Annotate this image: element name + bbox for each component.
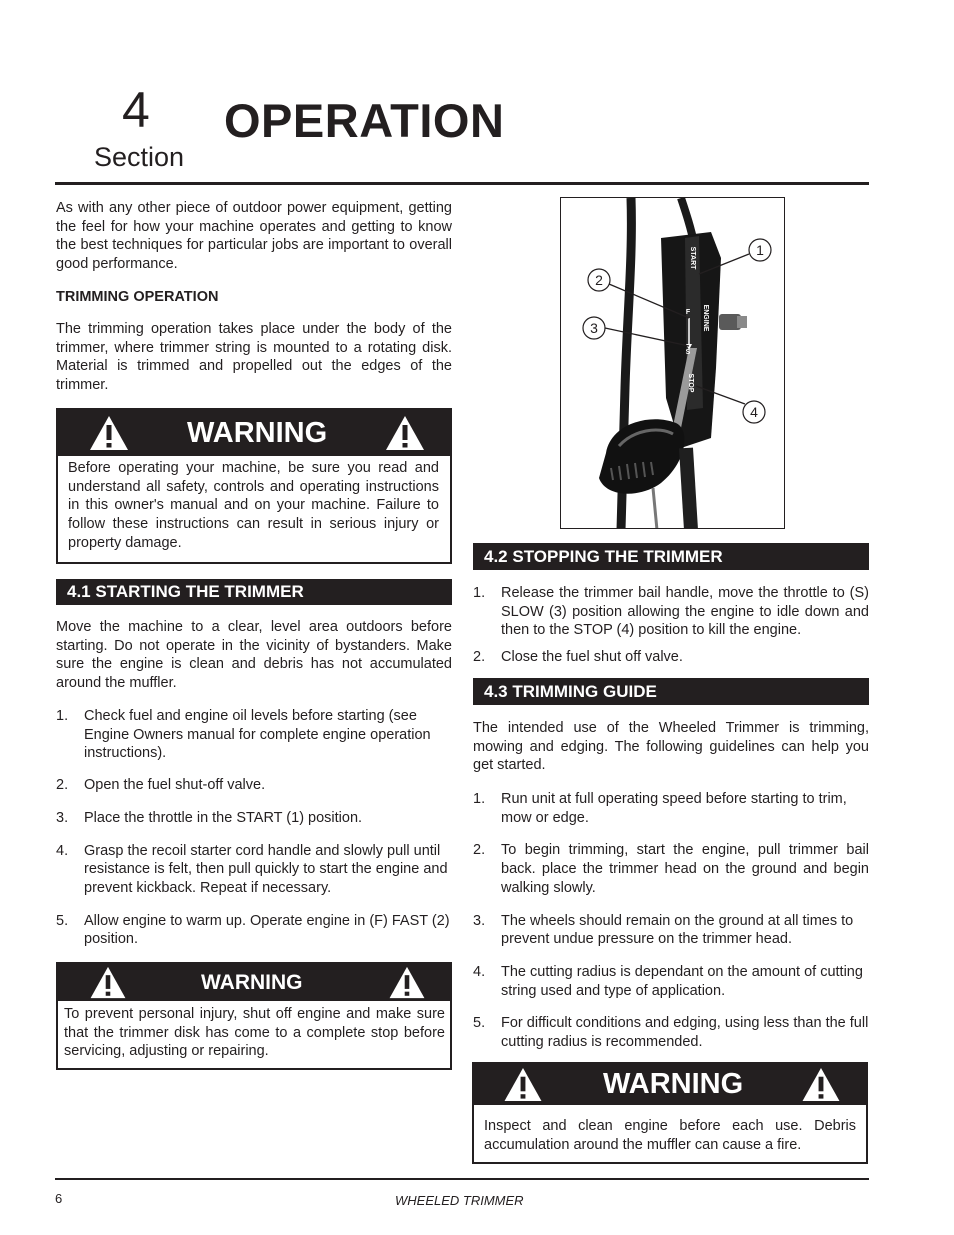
step-number: 3. xyxy=(473,912,486,929)
step-text: For difficult conditions and edging, using less than the full cutting radius is recommended. xyxy=(501,1015,869,1051)
list-item xyxy=(473,963,869,1000)
list-item xyxy=(473,841,869,897)
list-item xyxy=(56,912,452,949)
step-text: Run unit at full operating speed before starting to trim, mow or edge. xyxy=(501,791,847,826)
warning-header xyxy=(58,410,450,456)
warning-header xyxy=(474,1064,866,1105)
warning-title: WARNING xyxy=(603,1068,744,1100)
step-number: 2. xyxy=(473,649,486,666)
list-item xyxy=(56,707,452,763)
section-4-2-heading-text: 4.2 STOPPING THE TRIMMER xyxy=(484,547,723,566)
throttle-control-photo xyxy=(560,197,785,529)
decal-stop-label: STOP xyxy=(687,373,694,393)
warning-box-1 xyxy=(56,408,452,564)
throttle-illustration xyxy=(561,198,785,529)
section-4-3-paragraph: The intended use of the Wheeled Trimmer is trimming, mowing and edging. The following guidelines can help you get started. xyxy=(473,720,869,774)
list-item xyxy=(56,776,452,795)
warning-title: WARNING xyxy=(201,971,303,994)
step-text: Check fuel and engine oil levels before starting (see Engine Owners manual for complete engine operation instructions). xyxy=(84,708,431,762)
page-number: 6 xyxy=(55,1191,63,1206)
decal-f-label: F xyxy=(685,309,691,316)
section-4-1-heading-text: 4.1 STARTING THE TRIMMER xyxy=(67,582,304,601)
warning-text: Inspect and clean engine before each use. Debris accumulation around the muffler can cause a fire. xyxy=(484,1118,856,1153)
warning-triangle-icon xyxy=(801,1067,841,1102)
warning-triangle-icon xyxy=(503,1067,543,1102)
step-text: The cutting radius is dependant on the amount of cutting string used and type of application. xyxy=(501,963,863,999)
step-number: 1. xyxy=(56,708,69,724)
list-item xyxy=(473,1014,869,1051)
list-item xyxy=(56,809,452,828)
footer-product-name: WHEELED TRIMMER xyxy=(395,1193,524,1208)
section-4-1-heading xyxy=(56,579,452,605)
list-item xyxy=(56,842,452,898)
warning-text: Before operating your machine, be sure you read and understand all safety, controls and operating instructions in this owner's manual and on your machine. Failure to follow these instructions can result in serious injury or property damage. xyxy=(68,460,439,551)
decal-start-label: START xyxy=(689,246,696,270)
step-number: 2. xyxy=(473,842,486,859)
step-text: Place the throttle in the START (1) position. xyxy=(84,809,363,826)
step-text: Close the fuel shut off valve. xyxy=(501,649,683,666)
list-item xyxy=(473,790,869,827)
step-number: 4. xyxy=(473,963,486,980)
trimming-operation-subheading: TRIMMING OPERATION xyxy=(56,289,219,305)
step-number: 1. xyxy=(473,791,486,807)
warning-title: WARNING xyxy=(187,417,328,449)
step-number: 5. xyxy=(56,912,69,929)
section-4-1-paragraph: Move the machine to a clear, level area outdoors before starting. Do not operate in the vicinity of bystanders. Make sure the engine is clean and debris has not accumulated around the muffler. xyxy=(56,619,452,692)
step-number: 5. xyxy=(473,1015,486,1032)
starting-steps-list xyxy=(56,707,452,949)
step-text: To begin trimming, start the engine, pull trimmer bail back. place the trimmer head on the ground and begin walking slowly. xyxy=(501,842,869,896)
stopping-steps-list xyxy=(473,584,869,667)
decal-engine-label: ENGINE xyxy=(702,304,709,332)
step-number: 1. xyxy=(473,585,486,601)
step-number: 4. xyxy=(56,842,69,859)
section-4-3-heading-text: 4.3 TRIMMING GUIDE xyxy=(484,682,657,701)
warning-box-3 xyxy=(472,1062,868,1164)
step-number: 3. xyxy=(56,809,69,826)
step-text: Open the fuel shut-off valve. xyxy=(84,777,266,794)
warning-text: To prevent personal injury, shut off engine and make sure that the trimmer disk has come to a complete stop before servicing, adjusting or repairing. xyxy=(64,1006,445,1060)
step-text: Allow engine to warm up. Operate engine in (F) FAST (2) position. xyxy=(84,912,450,948)
warning-triangle-icon xyxy=(89,415,129,451)
decal-s-label: S xyxy=(685,349,691,356)
warning-triangle-icon xyxy=(89,966,127,999)
warning-triangle-icon xyxy=(388,966,426,999)
section-4-3-heading xyxy=(473,678,869,705)
section-label: Section xyxy=(94,142,185,172)
step-text: Grasp the recoil starter cord handle and slowly pull until resistance is felt, then pull quickly to start the engine and prevent kickback. Repeat if necessary. xyxy=(84,842,448,896)
list-item xyxy=(473,648,869,667)
step-text: Release the trimmer bail handle, move the throttle to (S) SLOW (3) position allowing the engine to idle down and then to the STOP (4) position to kill the engine. xyxy=(501,585,869,639)
trimming-operation-paragraph: The trimming operation takes place under the body of the trimmer, where trimmer string is mounted to a rotating disk. Material is trimmed and propelled out the edges of the trimmer. xyxy=(56,321,452,394)
step-text: The wheels should remain on the ground at all times to prevent undue pressure on the trimmer head. xyxy=(501,912,854,948)
warning-triangle-icon xyxy=(385,415,425,451)
warning-header xyxy=(58,964,450,1001)
footer-rule xyxy=(55,1178,869,1180)
list-item xyxy=(473,584,869,640)
callout-3: 3 xyxy=(590,320,598,336)
callout-2: 2 xyxy=(595,272,603,288)
header-rule xyxy=(55,182,869,185)
step-number: 2. xyxy=(56,777,69,794)
section-number: 4 xyxy=(122,82,150,138)
trimming-guide-list xyxy=(473,790,869,1052)
callout-1: 1 xyxy=(756,242,764,258)
intro-paragraph: As with any other piece of outdoor power equipment, getting the feel for how your machine operates and getting to know the best techniques for particular jobs are important to overall good performance. xyxy=(56,200,452,273)
page-title: OPERATION xyxy=(224,94,505,147)
section-4-2-heading xyxy=(473,543,869,570)
list-item xyxy=(473,912,869,949)
warning-box-2 xyxy=(56,962,452,1070)
callout-4: 4 xyxy=(750,404,758,420)
